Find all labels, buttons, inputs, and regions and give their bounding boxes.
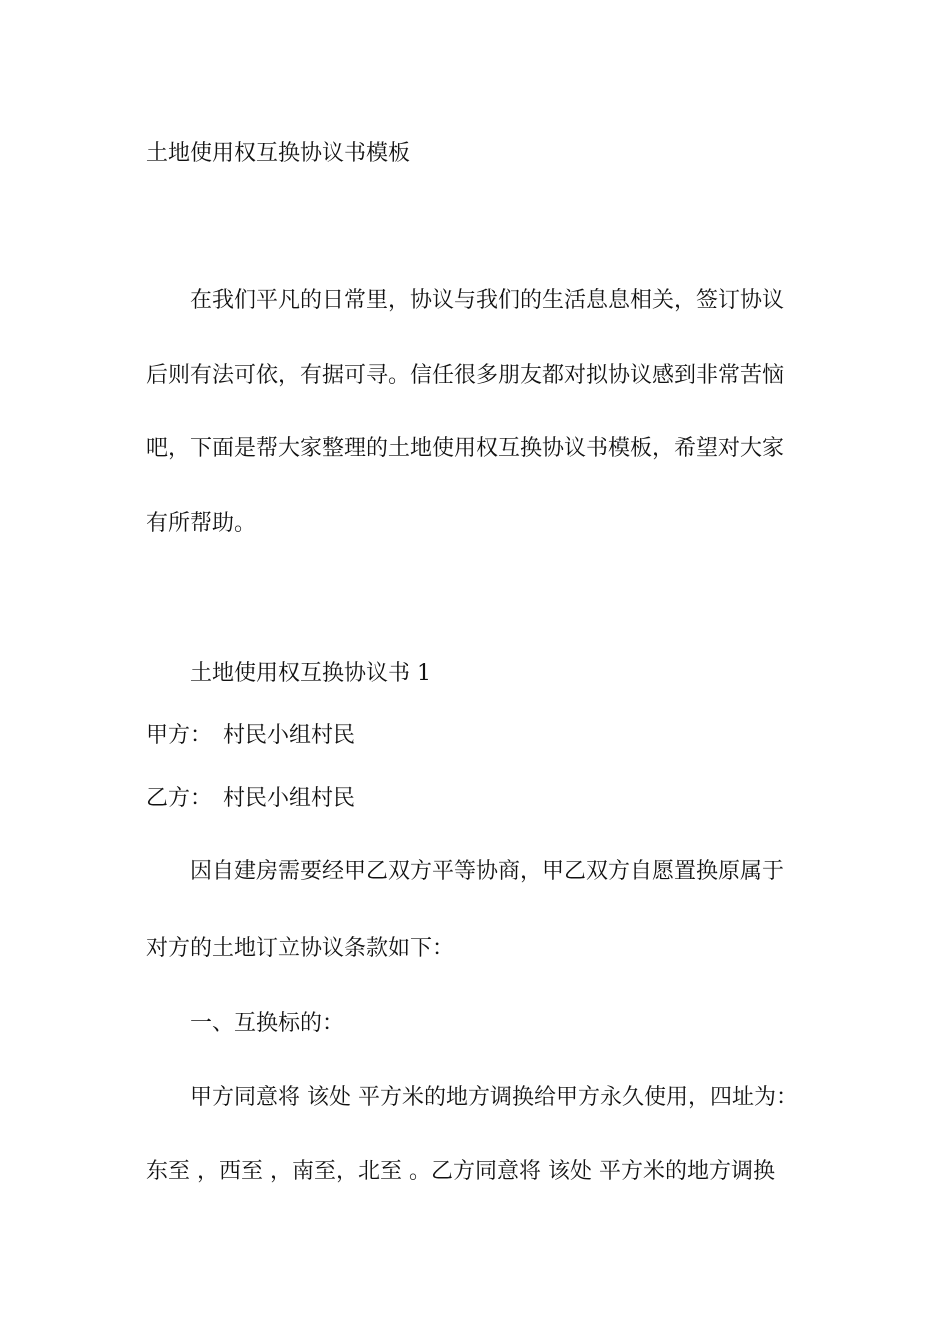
party-a: 甲方： 村民小组村民 [146, 723, 356, 748]
intro-line-4: 有所帮助。 [146, 511, 257, 536]
intro-line-2: 后则有法可依，有据可寻。信任很多朋友都对拟协议感到非常苦恼 [146, 363, 785, 388]
intro-line-1: 在我们平凡的日常里，协议与我们的生活息息相关，签订协议 [190, 288, 785, 313]
intro-line-3: 吧，下面是帮大家整理的土地使用权互换协议书模板，希望对大家 [146, 436, 785, 461]
clause-1-line-1: 甲方同意将 该处 平方米的地方调换给甲方永久使用，四址为： [190, 1085, 798, 1110]
clause-1-heading: 一、互换标的： [190, 1011, 345, 1036]
clause-1-line-2: 东至 ，西至 ，南至，北至 。乙方同意将 该处 平方米的地方调换 [146, 1159, 775, 1184]
purpose-line-1: 因自建房需要经甲乙双方平等协商，甲乙双方自愿置换原属于 [190, 859, 785, 884]
purpose-line-2: 对方的土地订立协议条款如下： [146, 936, 455, 961]
party-b: 乙方： 村民小组村民 [146, 786, 356, 811]
section-title: 土地使用权互换协议书 1 [190, 661, 431, 686]
document-title: 土地使用权互换协议书模板 [146, 141, 411, 166]
